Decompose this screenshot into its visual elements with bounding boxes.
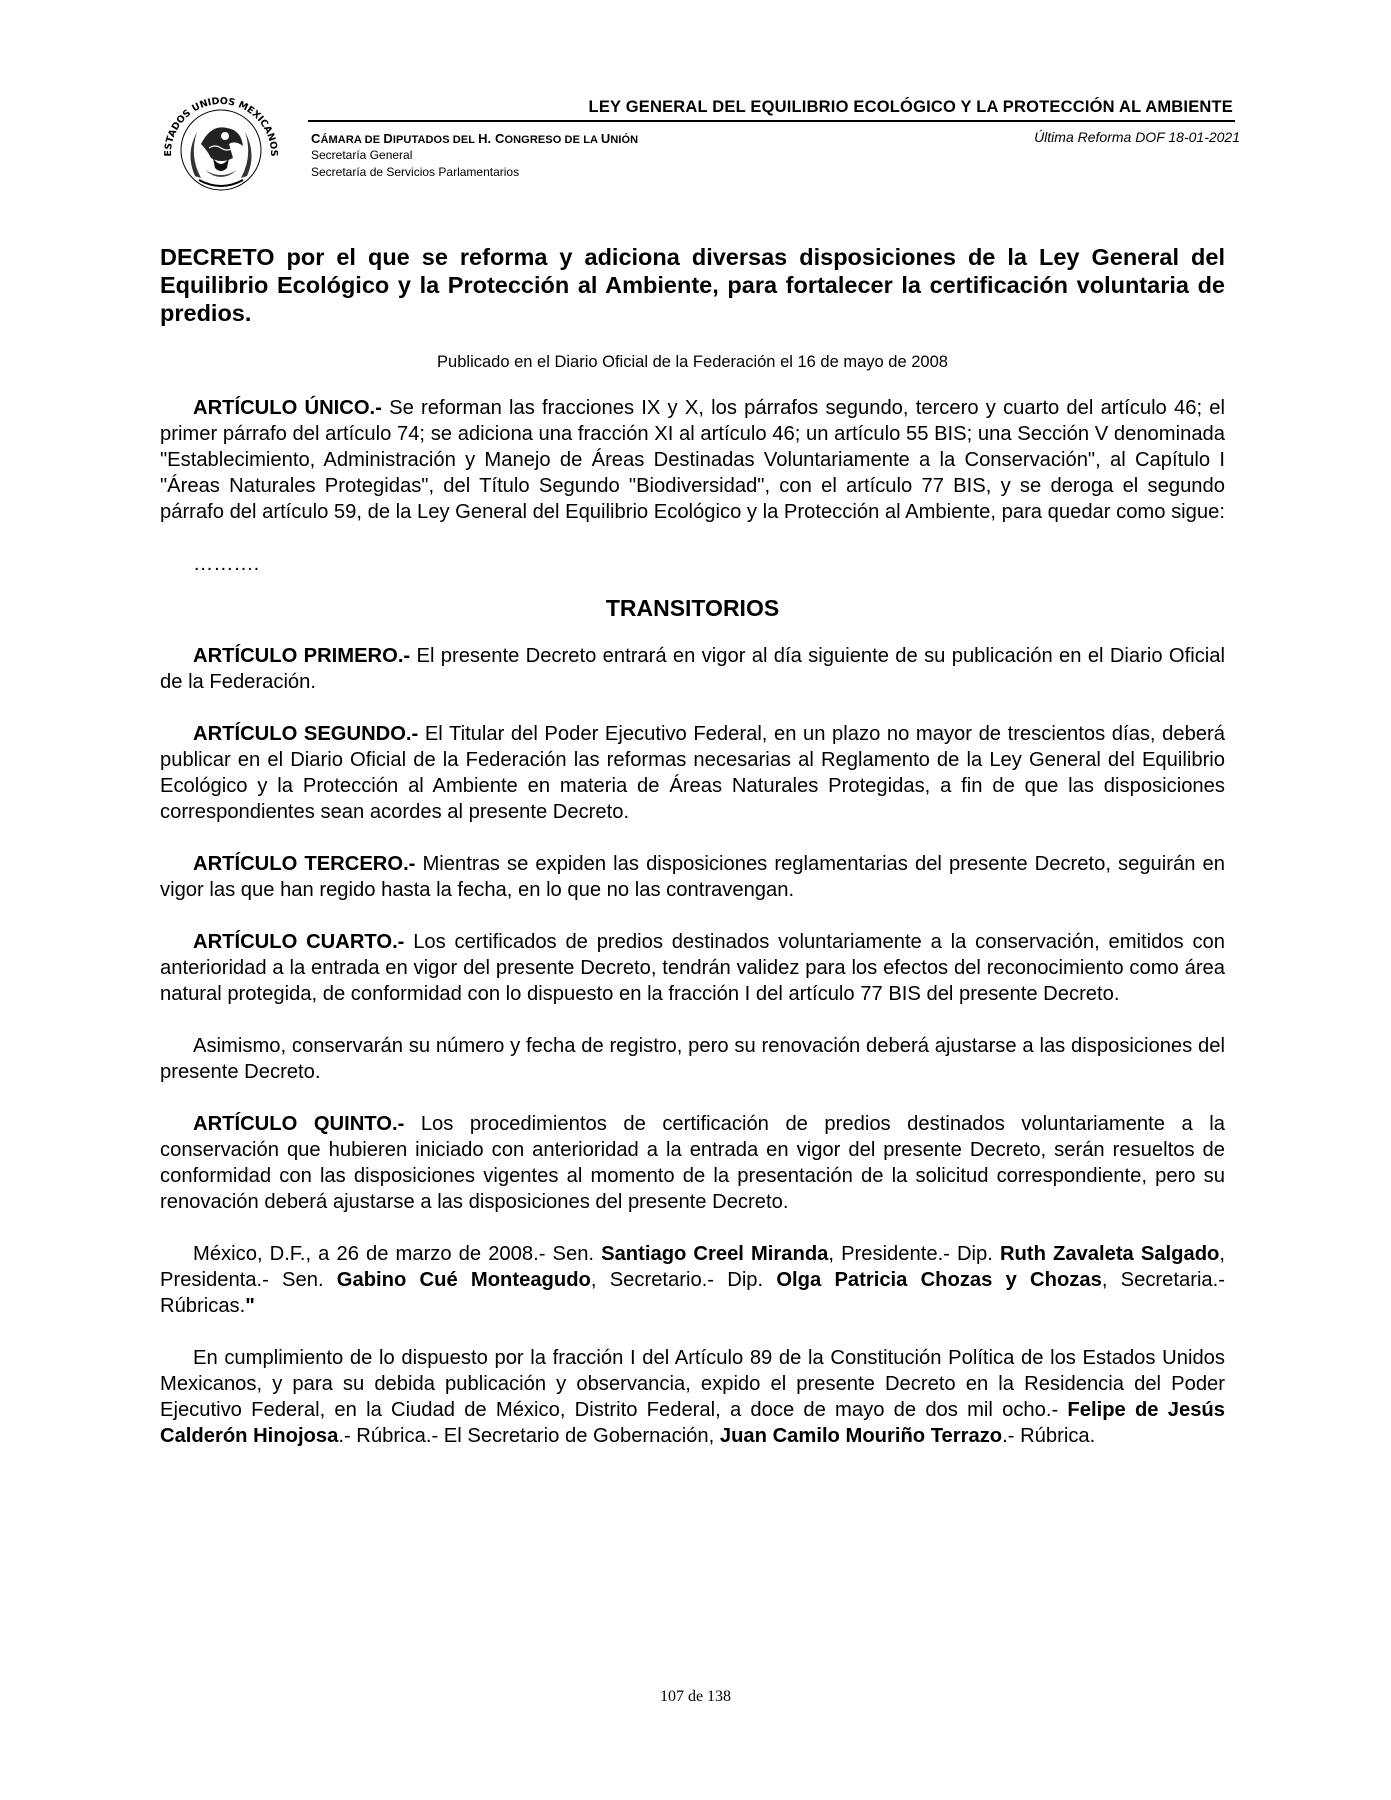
articulo-primero: ARTÍCULO PRIMERO.- El presente Decreto entrará en vigor al día siguiente de su publicación en el Diario Oficial de la Federación. bbox=[160, 645, 1225, 693]
national-seal-icon bbox=[155, 84, 287, 202]
secretaria-general: Secretaría General bbox=[311, 148, 413, 162]
secretaria-servicios: Secretaría de Servicios Parlamentarios bbox=[311, 165, 520, 179]
ellipsis: ………. bbox=[193, 553, 260, 575]
asimismo-paragraph: Asimismo, conservarán su número y fecha de registro, pero su renovación deberá ajustarse a las disposiciones del presente Decreto. bbox=[160, 1035, 1225, 1083]
chamber-name: CÁMARA DE DIPUTADOS DEL H. CONGRESO DE LA UNIÓN bbox=[311, 131, 639, 146]
document-body bbox=[160, 243, 1225, 1475]
articulo-tercero: ARTÍCULO TERCERO.- Mientras se expiden las disposiciones reglamentarias del presente Decreto, seguirán en vigor las que han regido hasta la fecha, en lo que no las contravengan. bbox=[160, 853, 1225, 901]
articulo-cuarto: ARTÍCULO CUARTO.- Los certificados de predios destinados voluntariamente a la conservación, emitidos con anterioridad a la entrada en vigor del presente Decreto, tendrán validez para los efectos del reconocimiento como área natural protegida, de conformidad con lo dispuesto en la fracción I del artículo 77 BIS del presente Decreto. bbox=[160, 931, 1225, 1005]
transitorios-title: TRANSITORIOS bbox=[605, 595, 780, 621]
decree-title: DECRETO por el que se reforma y adiciona diversas disposiciones de la Ley General del Equilibrio Ecológico y la Protección al Ambiente, para fortalecer la certificación voluntaria de predios. bbox=[160, 244, 1225, 326]
articulo-quinto: ARTÍCULO QUINTO.- Los procedimientos de certificación de predios destinados voluntariamente a la conservación que hubieren iniciado con anterioridad a la entrada en vigor del presente Decreto, serán resueltos de conformidad con las disposiciones vigentes al momento de la presentación de la solicitud correspondiente, pero su renovación deberá ajustarse a las disposiciones del presente Decreto. bbox=[160, 1113, 1225, 1213]
articulo-unico: ARTÍCULO ÚNICO.- Se reforman las fracciones IX y X, los párrafos segundo, tercero y cuarto del artículo 46; el primer párrafo del artículo 74; se adiciona una fracción XI al artículo 46; un artículo 55 BIS; una Sección V denominada "Establecimiento, Administración y Manejo de Áreas Destinadas Voluntariamente a la Conservación", al Capítulo I "Áreas Naturales Protegidas", del Título Segundo "Biodiversidad", con el artículo 77 BIS, y se deroga el segundo párrafo del artículo 59, de la Ley General del Equilibrio Ecológico y la Protección al Ambiente, para quedar como sigue: bbox=[160, 397, 1225, 523]
law-title: LEY GENERAL DEL EQUILIBRIO ECOLÓGICO Y LA PROTECCIÓN AL AMBIENTE bbox=[588, 98, 1233, 116]
seal-text: ESTADOS UNIDOS MEXICANOS bbox=[162, 95, 280, 157]
last-reform-date: Última Reforma DOF 18-01-2021 bbox=[1034, 129, 1240, 145]
articulo-segundo: ARTÍCULO SEGUNDO.- El Titular del Poder Ejecutivo Federal, en un plazo no mayor de trescientos días, deberá publicar en el Diario Oficial de la Federación las reformas necesarias al Reglamento de la Ley General del Equilibrio Ecológico y la Protección al Ambiente en materia de Áreas Naturales Protegidas, a fin de que las disposiciones correspondientes sean acordes al presente Decreto. bbox=[160, 723, 1225, 823]
header-rule bbox=[308, 120, 1235, 122]
promulgation-paragraph: En cumplimiento de lo dispuesto por la fracción I del Artículo 89 de la Constitución Política de los Estados Unidos Mexicanos, y para su debida publicación y observancia, expido el presente Decreto en la Residencia del Poder Ejecutivo Federal, en la Ciudad de México, Distrito Federal, a doce de mayo de dos mil ocho.- Felipe de Jesús Calderón Hinojosa.- Rúbrica.- El Secretario de Gobernación, Juan Camilo Mouriño Terrazo.- Rúbrica. bbox=[160, 1347, 1225, 1447]
signatures-paragraph: México, D.F., a 26 de marzo de 2008.- Sen. Santiago Creel Miranda, Presidente.- Dip. Ruth Zavaleta Salgado, Presidenta.- Sen. Gabino Cué Monteagudo, Secretario.- Dip. Olga Patricia Chozas y Chozas, Secretaria.- Rúbricas." bbox=[160, 1243, 1225, 1317]
page-header bbox=[155, 84, 1240, 214]
publication-note: Publicado en el Diario Oficial de la Federación el 16 de mayo de 2008 bbox=[437, 353, 948, 371]
page-number: 107 de 138 bbox=[659, 1688, 732, 1705]
